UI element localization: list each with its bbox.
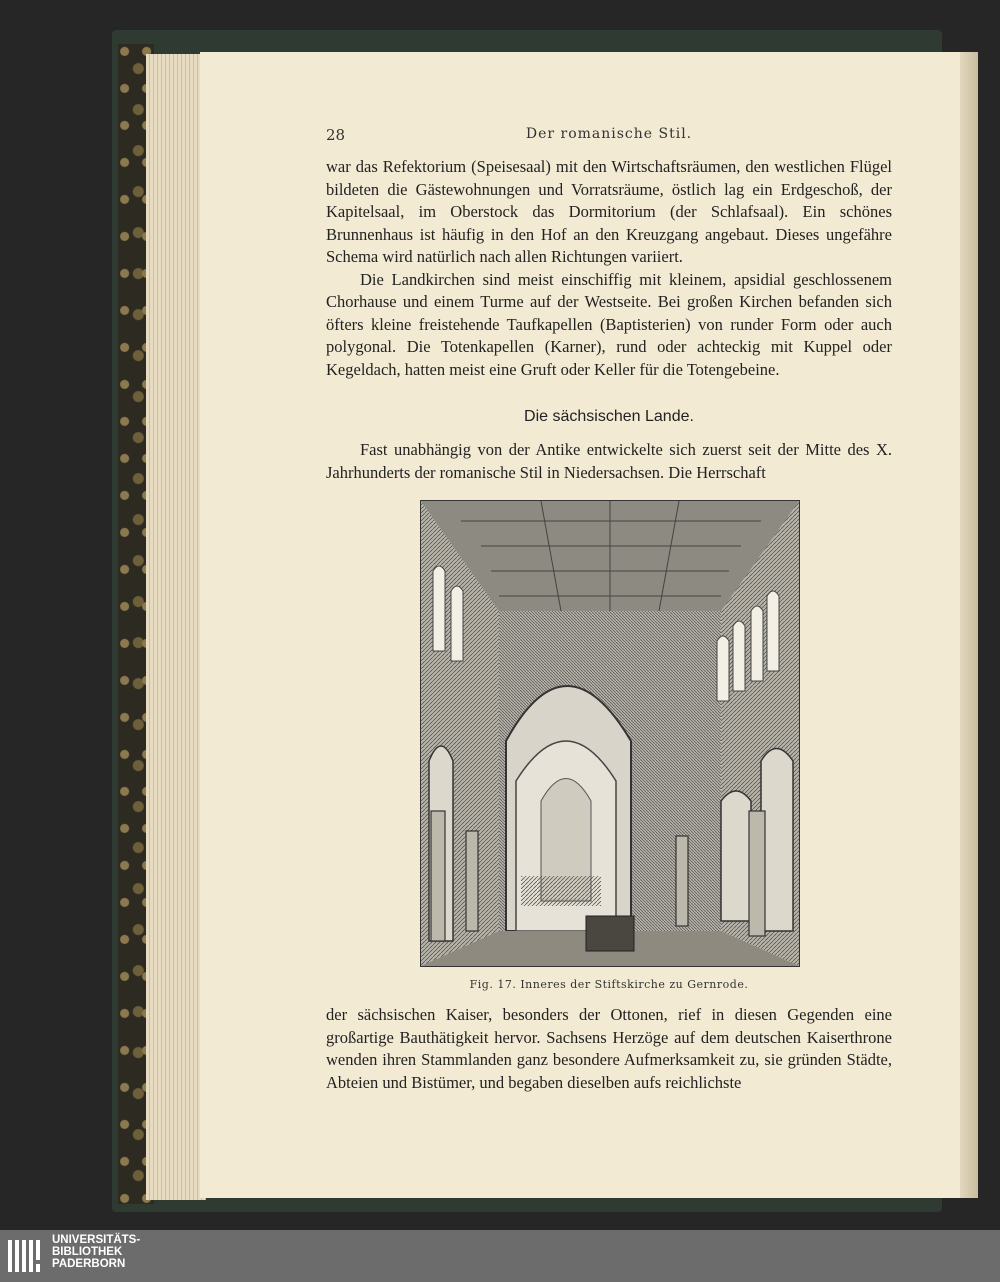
text-block-mid bbox=[326, 439, 892, 484]
paragraph: Fast unabhängig von der Antike entwickelte sich zuerst seit der Mitte des X. Jahrhunderts der romanische Stil in Niedersachsen. Die Herrschaft bbox=[326, 440, 892, 482]
library-name-line: PADERBORN bbox=[52, 1258, 126, 1270]
section-heading: Die sächsischen Lande. bbox=[524, 408, 694, 425]
page-edges bbox=[146, 54, 206, 1200]
library-name-line: BIBLIOTHEK bbox=[52, 1246, 123, 1258]
figure-caption: Fig. 17. Inneres der Stiftskirche zu Gernrode. bbox=[469, 978, 749, 991]
engraving-illustration bbox=[421, 501, 799, 966]
library-name-line: UNIVERSITÄTS- bbox=[52, 1234, 141, 1246]
paragraph: war das Refektorium (Speisesaal) mit den Wirtschaftsräumen, den westlichen Flügel bildeten die Gästewohnungen und Vorratsräume, östlich lag ein Erdgeschoß, der Kapitelsaal, im Oberstock das Dormitorium (der Schlafsaal). Ein schönes Brunnenhaus ist häufig in den Hof an den Kreuzgang angebaut. Dieses ungefähre Schema wird natürlich nach allen Richtungen variiert. bbox=[326, 157, 892, 266]
library-logo-icon bbox=[6, 1236, 46, 1276]
text-block-bottom bbox=[326, 1004, 892, 1094]
library-footer-bar bbox=[0, 1230, 1000, 1282]
text-block-top bbox=[326, 156, 892, 381]
paragraph: der sächsischen Kaiser, besonders der Ottonen, rief in diesen Gegenden eine großartige Bauthätigkeit hervor. Sachsens Herzöge auf dem deutschen Kaiserthrone wenden ihren Stammlanden ganz besondere Aufmerksamkeit zu, sie gründen Städte, Abteien und Bistümer, und begaben dieselben aufs reichlichste bbox=[326, 1005, 892, 1092]
running-head: Der romanische Stil. bbox=[525, 126, 693, 142]
page-number: 28 bbox=[326, 126, 346, 144]
page-header bbox=[326, 126, 892, 148]
library-name bbox=[52, 1234, 140, 1270]
page-gutter-shadow bbox=[960, 52, 978, 1198]
paragraph: Die Landkirchen sind meist einschiffig mit kleinem, apsidial geschlossenem Chorhause und einem Turme auf der Westseite. Bei großen Kirchen befanden sich öfters kleine freistehende Taufkapellen (Baptisterien) von runder Form oder auch polygonal. Die Totenkapellen (Karner), rund oder achteckig mit Kuppel oder Kegeldach, hatten meist eine Gruft oder Keller für die Totengebeine. bbox=[326, 269, 892, 379]
church-interior-engraving bbox=[420, 500, 800, 967]
